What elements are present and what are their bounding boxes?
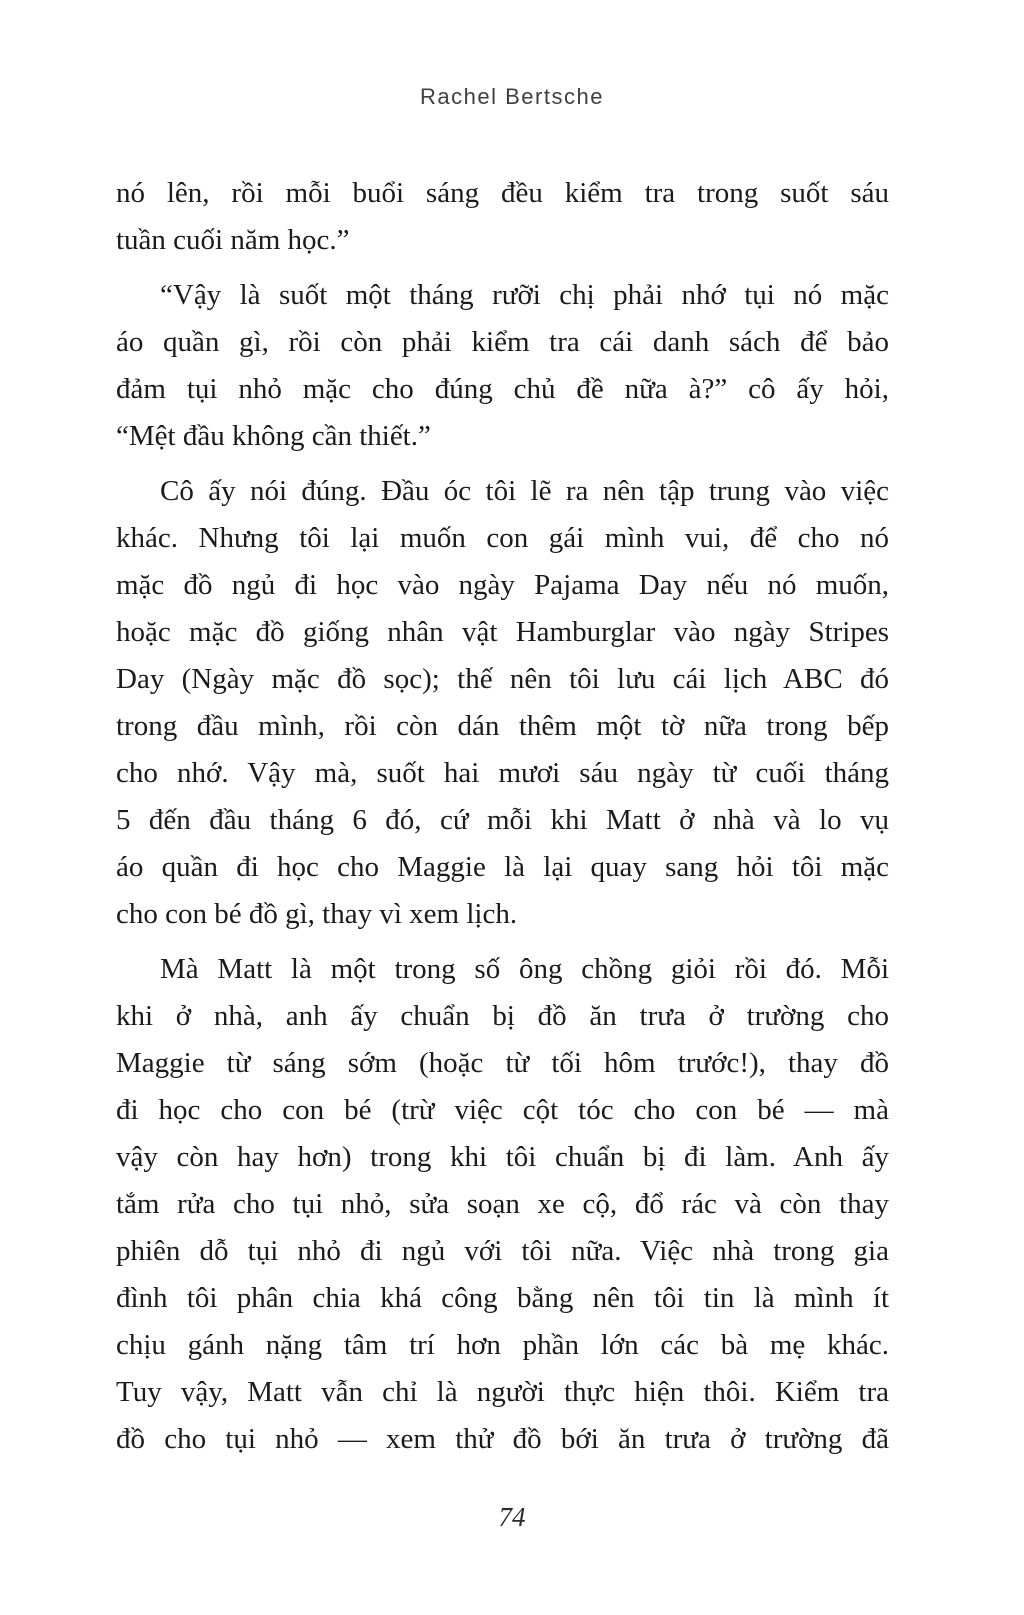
text-line: phiên dỗ tụi nhỏ đi ngủ với tôi nữa. Việc nhà trong gia: [116, 1235, 889, 1267]
text-line: khác. Nhưng tôi lại muốn con gái mình vui, để cho nó: [116, 522, 889, 554]
text-line: Maggie từ sáng sớm (hoặc từ tối hôm trước!), thay đồ: [116, 1047, 889, 1079]
text-line: cho nhớ. Vậy mà, suốt hai mươi sáu ngày từ cuối tháng: [116, 757, 889, 789]
page-number: 74: [498, 1502, 526, 1532]
text-line: nó lên, rồi mỗi buổi sáng đều kiểm tra trong suốt sáu: [116, 177, 889, 209]
text-line: Cô ấy nói đúng. Đầu óc tôi lẽ ra nên tập trung vào việc: [160, 475, 889, 507]
text-line: tuần cuối năm học.”: [116, 224, 350, 256]
paragraph: [116, 946, 889, 1463]
paragraph: [116, 170, 889, 264]
text-line: cho con bé đồ gì, thay vì xem lịch.: [116, 898, 518, 930]
text-line: khi ở nhà, anh ấy chuẩn bị đồ ăn trưa ở trường cho: [116, 1000, 889, 1032]
text-line: Tuy vậy, Matt vẫn chỉ là người thực hiện thôi. Kiểm tra: [116, 1376, 889, 1408]
text-line: mặc đồ ngủ đi học vào ngày Pajama Day nếu nó muốn,: [116, 569, 889, 601]
text-line: Mà Matt là một trong số ông chồng giỏi rồi đó. Mỗi: [160, 953, 889, 985]
text-line: hoặc mặc đồ giống nhân vật Hamburglar vào ngày Stripes: [116, 616, 889, 648]
text-line: tắm rửa cho tụi nhỏ, sửa soạn xe cộ, đổ rác và còn thay: [116, 1188, 889, 1220]
text-line: vậy còn hay hơn) trong khi tôi chuẩn bị đi làm. Anh ấy: [116, 1141, 889, 1173]
body-text: [116, 170, 889, 1463]
text-line: chịu gánh nặng tâm trí hơn phần lớn các bà mẹ khác.: [116, 1329, 889, 1361]
text-line: Day (Ngày mặc đồ sọc); thế nên tôi lưu cái lịch ABC đó: [116, 663, 889, 695]
text-line: áo quần gì, rồi còn phải kiểm tra cái danh sách để bảo: [116, 326, 889, 358]
text-line: trong đầu mình, rồi còn dán thêm một tờ nữa trong bếp: [116, 710, 889, 742]
running-header-author: Rachel Bertsche: [420, 84, 604, 109]
paragraph: [116, 272, 889, 460]
text-line: “Vậy là suốt một tháng rưỡi chị phải nhớ tụi nó mặc: [160, 279, 889, 311]
text-line: đi học cho con bé (trừ việc cột tóc cho con bé — mà: [116, 1094, 889, 1126]
paragraph: [116, 468, 889, 938]
text-line: “Mệt đầu không cần thiết.”: [116, 420, 431, 452]
text-line: đồ cho tụi nhỏ — xem thử đồ bới ăn trưa ở trường đã: [116, 1423, 889, 1455]
text-line: đảm tụi nhỏ mặc cho đúng chủ đề nữa à?” cô ấy hỏi,: [116, 373, 889, 405]
text-line: đình tôi phân chia khá công bằng nên tôi tin là mình ít: [116, 1282, 889, 1314]
text-line: áo quần đi học cho Maggie là lại quay sang hỏi tôi mặc: [116, 851, 889, 883]
text-line: 5 đến đầu tháng 6 đó, cứ mỗi khi Matt ở nhà và lo vụ: [116, 804, 889, 836]
